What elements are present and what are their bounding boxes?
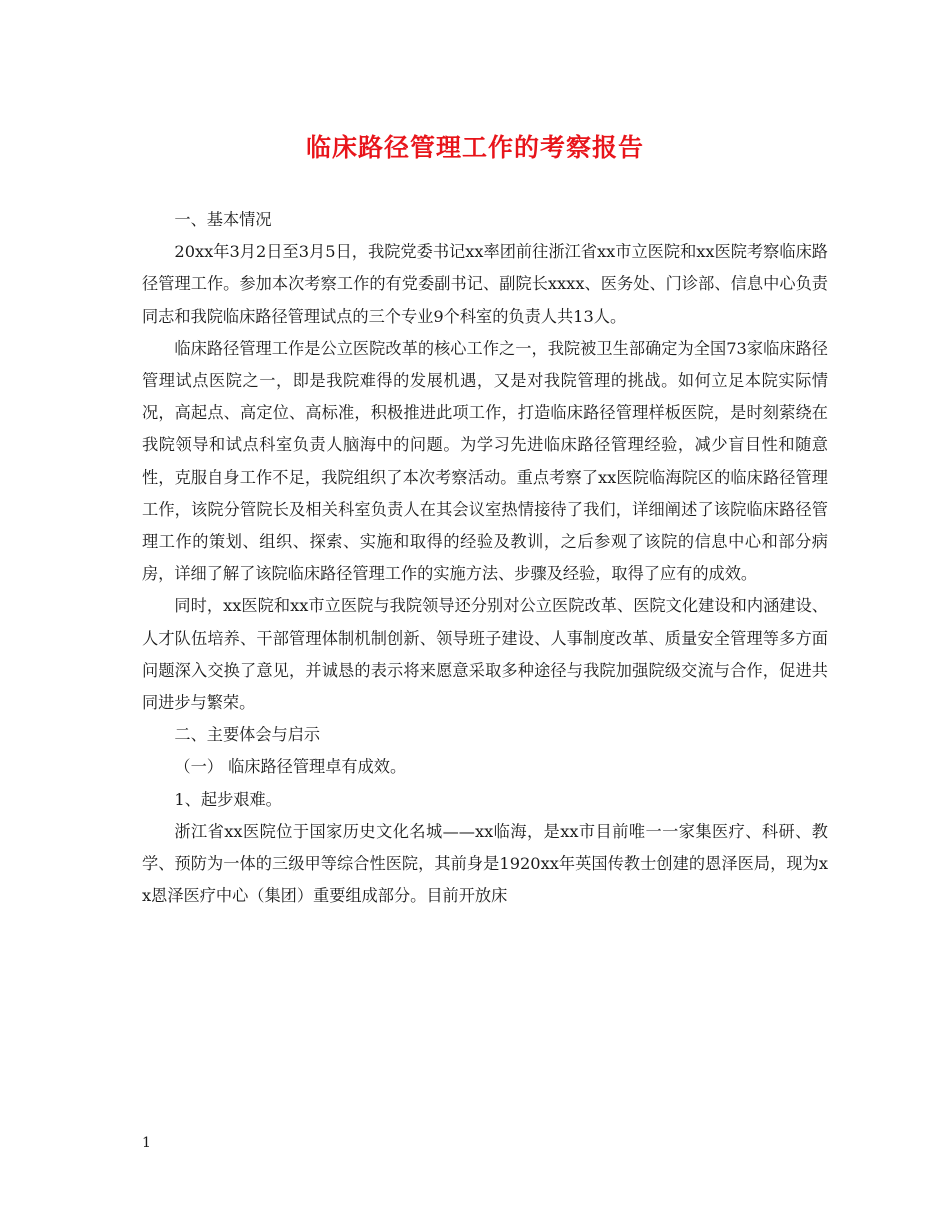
item-heading: 1、起步艰难。 — [174, 789, 282, 809]
document-body — [142, 204, 828, 912]
section-heading: 二、主要体会与启示 — [174, 725, 321, 745]
paragraph: 临床路径管理工作是公立医院改革的核心工作之一，我院被卫生部确定为全国73家临床路径管理试点医院之一，即是我院难得的发展机遇，又是对我院管理的挑战。如何立足本院实际情况，高起点、高定位、高标准，积极推进此项工作，打造临床路径管理样板医院，是时刻萦绕在我院领导和试点科室负责人脑海中的问题。为学习先进临床路径管理经验，减少盲目性和随意性，克服自身工作不足，我院组织了本次考察活动。重点考察了xx医院临海院区的临床路径管理工作，该院分管院长及相关科室负责人在其会议室热情接待了我们，详细阐述了该院临床路径管理工作的策划、组织、探索、实施和取得的经验及教训，之后参观了该院的信息中心和部分病房，详细了解了该院临床路径管理工作的实施方法、步骤及经验，取得了应有的成效。 — [142, 338, 828, 584]
paragraph: 同时，xx医院和xx市立医院与我院领导还分别对公立医院改革、医院文化建设和内涵建设、人才队伍培养、干部管理体制机制创新、领导班子建设、人事制度改革、质量安全管理等多方面问题深入交换了意见，并诚恳的表示将来愿意采取多种途径与我院加强院级交流与合作，促进共同进步与繁荣。 — [142, 596, 828, 713]
document-title: 临床路径管理工作的考察报告 — [305, 133, 644, 162]
page-number: 1 — [142, 1135, 151, 1151]
paragraph: 20xx年3月2日至3月5日，我院党委书记xx率团前往浙江省xx市立医院和xx医院考察临床路径管理工作。参加本次考察工作的有党委副书记、副院长xxxx、医务处、门诊部、信息中心负责同志和我院临床路径管理试点的三个专业9个科室的负责人共13人。 — [142, 242, 828, 326]
subsection-heading: （一） 临床路径管理卓有成效。 — [174, 757, 407, 777]
paragraph: 浙江省xx医院位于国家历史文化名城——xx临海，是xx市目前唯一一家集医疗、科研、教学、预防为一体的三级甲等综合性医院，其前身是1920xx年英国传教士创建的恩泽医局，现为xx恩泽医疗中心（集团）重要组成部分。目前开放床 — [142, 821, 828, 906]
section-heading: 一、基本情况 — [174, 210, 272, 229]
